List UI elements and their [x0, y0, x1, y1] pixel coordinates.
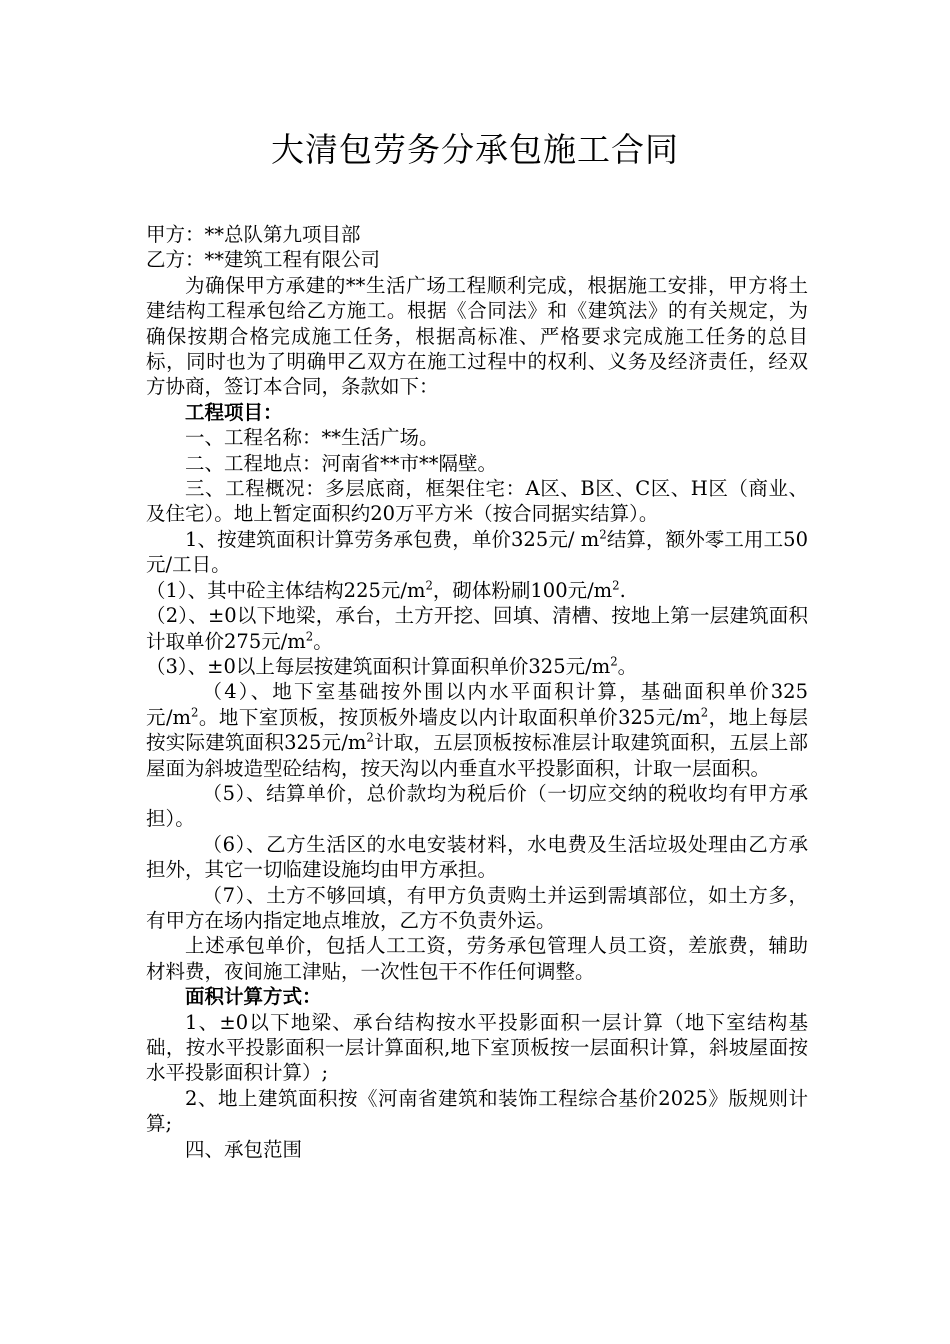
superscript: 2	[612, 578, 620, 593]
superscript: 2	[610, 654, 618, 669]
sub-clause-6: （6）、乙方生活区的水电安装材料，水电费及生活垃圾处理由乙方承担外，其它一切临建设施均由甲方承担。	[146, 832, 808, 882]
price-clause-1-text-end: 结算，额外零工用工50元/工日。	[146, 527, 808, 577]
superscript: 2	[366, 730, 374, 745]
document-body	[146, 222, 808, 1162]
party-b: 乙方：**建筑工程有限公司	[146, 248, 381, 272]
project-overview: 三、工程概况：多层底商，框架住宅：A区、B区、C区、H区（商业、及住宅）。地上暂定面积约20万平方米（按合同据实结算）。	[146, 477, 808, 526]
sub-clause-5: （5）、结算单价，总价款均为税后价（一切应交纳的税收均有甲方承担）。	[146, 781, 808, 831]
sub-clause-1-text: （1）、其中砼主体结构225元/m	[146, 578, 426, 602]
sub-clause-4-text-end: 计取，五层顶板按标准层计取建筑面积，五层上部屋面为斜坡造型砼结构，按天沟以内垂直水平投影面积，计取一层面积。	[146, 731, 808, 780]
sub-clause-1-text-mid: ，砌体粉刷100元/m	[432, 578, 613, 602]
price-clause-1-text: 1、按建筑面积计算劳务承包费，单价325元/ m	[185, 527, 600, 551]
sub-clause-3-text-end: 。	[617, 654, 638, 678]
superscript: 2	[191, 705, 199, 720]
section-heading-project: 工程项目：	[185, 400, 283, 424]
contract-scope-heading: 四、承包范围	[185, 1137, 303, 1161]
superscript: 2	[700, 705, 709, 720]
project-name: 一、工程名称：**生活广场。	[185, 426, 439, 450]
price-note: 上述承包单价，包括人工工资，劳务承包管理人员工资，差旅费，辅助材料费，夜间施工津贴，一次性包干不作任何调整。	[146, 934, 808, 983]
sub-clause-4-text-2: 。地下室顶板，按顶板外墙皮以内计取面积单价325元/m	[198, 705, 701, 729]
superscript: 2	[305, 629, 314, 643]
sub-clause-4-text: （4）、地下室基础按外围以内水平面积计算，基础面积单价325元/m	[146, 680, 808, 729]
sub-clause-4-text-3: ，地上每层按实际建筑面积325元/m	[146, 705, 808, 755]
sub-clause-1	[146, 578, 808, 603]
intro-paragraph: 为确保甲方承建的**生活广场工程顺利完成，根据施工安排，甲方将土建结构工程承包给乙方施工。根据《合同法》和《建筑法》的有关规定，为确保按期合格完成施工任务，根据高标准、严格要求完成施工任务的总目标，同时也为了明确甲乙双方在施工过程中的权利、义务及经济责任，经双方协商，签订本合同，条款如下：	[146, 273, 808, 399]
superscript: 2	[599, 527, 607, 542]
sub-clause-3-text: （3）、±0以上每层按建筑面积计算面积单价325元/m	[146, 654, 611, 678]
sub-clause-2-text: （2）、±0以下地梁，承台，土方开挖、回填、清槽、按地上第一层建筑面积计取单价275元/m	[146, 604, 808, 653]
document-title: 大清包劳务分承包施工合同	[271, 130, 679, 169]
sub-clause-2-text-end: 。	[313, 629, 333, 653]
superscript: 2	[425, 578, 433, 593]
section-heading-area: 面积计算方式：	[185, 985, 322, 1009]
project-location: 二、工程地点：河南省**市**隔壁。	[185, 451, 498, 475]
area-rule-2: 2、地上建筑面积按《河南省建筑和装饰工程综合基价2025》版规则计算;	[146, 1086, 808, 1136]
sub-clause-3	[146, 654, 808, 679]
sub-clause-1-text-end: .	[619, 578, 626, 602]
sub-clause-7: （7）、土方不够回填，有甲方负责购土并运到需填部位，如土方多，有甲方在场内指定地点堆放，乙方不负责外运。	[146, 883, 808, 932]
party-a: 甲方：**总队第九项目部	[146, 223, 361, 246]
sub-clause-2	[146, 603, 808, 654]
price-clause-1	[146, 527, 808, 578]
area-rule-1: 1、±0以下地梁、承台结构按水平投影面积一层计算（地下室结构基础，按水平投影面积一层计算面积,地下室顶板按一层面积计算，斜坡屋面按水平投影面积计算）;	[146, 1010, 808, 1085]
sub-clause-4	[146, 679, 808, 781]
